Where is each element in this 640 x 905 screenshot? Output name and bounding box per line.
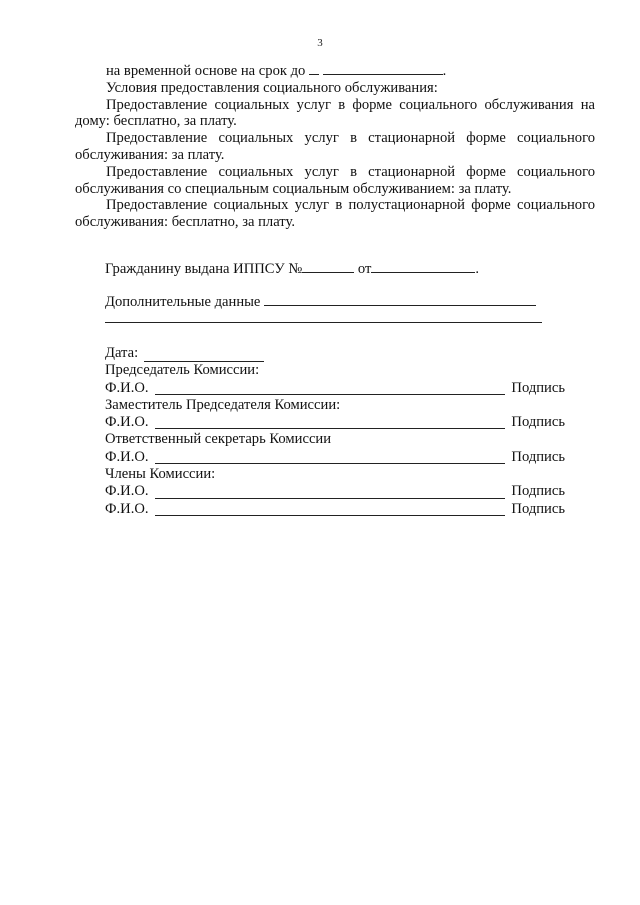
deputy-title: Заместитель Председателя Комиссии: xyxy=(105,396,341,413)
sign-label: Подпись xyxy=(511,379,565,396)
fio-label: Ф.И.О. xyxy=(105,483,149,500)
chairman-fio-blank xyxy=(155,381,506,395)
secretary-fio-blank xyxy=(155,450,506,464)
sign-label: Подпись xyxy=(511,500,565,517)
chairman-fio-row xyxy=(105,380,565,397)
deputy-fio-blank xyxy=(155,415,506,429)
secretary-fio-row xyxy=(105,449,565,466)
ippsu-prefix: Гражданину выдана ИППСУ № xyxy=(105,261,303,277)
deputy-fio-row xyxy=(105,414,565,431)
additional-data-blank-1 xyxy=(264,293,536,306)
fio-label: Ф.И.О. xyxy=(105,448,149,465)
secretary-title: Ответственный секретарь Комиссии xyxy=(105,431,332,448)
ippsu-line xyxy=(105,260,479,278)
fio-label: Ф.И.О. xyxy=(105,379,149,396)
ippsu-suffix: . xyxy=(475,261,480,277)
members-title: Члены Комиссии: xyxy=(105,466,216,483)
stationary-service-paragraph: Предоставление социальных услуг в стационарной форме социального обслуживания: за плату. xyxy=(75,130,595,163)
member-2-fio-row xyxy=(105,501,565,518)
fio-label: Ф.И.О. xyxy=(105,500,149,517)
additional-data-blank-2 xyxy=(105,322,542,323)
date-label: Дата: xyxy=(105,345,139,361)
conditions-heading: Условия предоставления социального обслуживания: xyxy=(106,79,438,96)
fio-label: Ф.И.О. xyxy=(105,414,149,431)
term-date-blank-short xyxy=(309,62,319,75)
signature-block xyxy=(105,345,565,518)
term-line xyxy=(75,62,595,80)
sign-label: Подпись xyxy=(511,448,565,465)
semistationary-service-paragraph: Предоставление социальных услуг в полустационарной форме социального обслуживания: бесплатно, за плату. xyxy=(75,197,595,231)
member-1-fio-blank xyxy=(155,485,506,499)
member-2-fio-blank xyxy=(155,502,506,516)
ippsu-date-blank xyxy=(371,260,475,273)
document-body xyxy=(75,62,595,231)
ippsu-from-label: от xyxy=(357,261,372,277)
sign-label: Подпись xyxy=(511,483,565,500)
stationary-special-service-paragraph: Предоставление социальных услуг в стационарной форме социального обслуживания со специальным социальным обслуживанием: за плату. xyxy=(75,163,595,197)
sign-label: Подпись xyxy=(511,414,565,431)
chairman-title: Председатель Комиссии: xyxy=(105,362,260,379)
additional-data-label: Дополнительные данные xyxy=(105,294,261,310)
term-prefix: на временной основе на срок до xyxy=(106,63,306,79)
date-row xyxy=(105,345,565,362)
page-number: 3 xyxy=(317,37,323,49)
member-1-fio-row xyxy=(105,483,565,500)
additional-data-line xyxy=(105,293,536,311)
term-date-blank xyxy=(323,62,443,75)
ippsu-number-blank xyxy=(302,260,354,273)
home-service-paragraph: Предоставление социальных услуг в форме социального обслуживания на дому: бесплатно, за плату. xyxy=(75,96,595,130)
term-suffix: . xyxy=(442,63,447,79)
date-blank xyxy=(144,349,264,362)
